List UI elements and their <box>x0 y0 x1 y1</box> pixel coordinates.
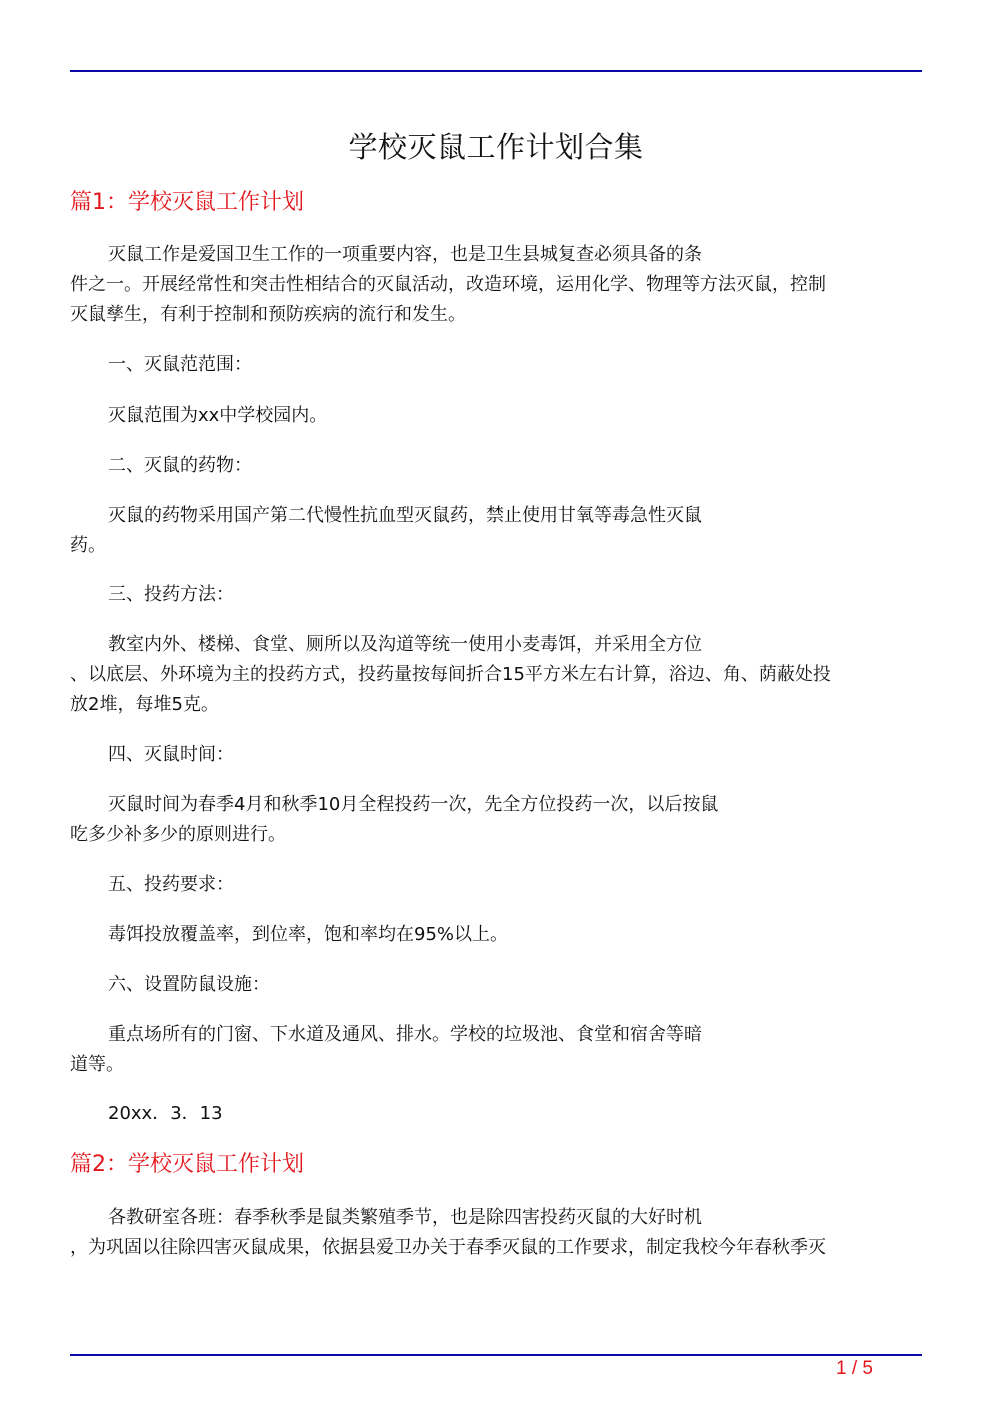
paragraph-facilities <box>70 1020 915 1080</box>
text-line: 药。 <box>70 535 106 556</box>
text-line: 重点场所有的门窗、下水道及通风、排水。学校的垃圾池、食堂和宿舍等暗 <box>108 1024 702 1045</box>
header-rule <box>70 70 922 72</box>
text-line: ，为巩固以往除四害灭鼠成果，依据县爱卫办关于春季灭鼠的工作要求，制定我校今年春秋季灭 <box>70 1237 826 1258</box>
subheading-time <box>70 740 915 770</box>
text-line: 二、灭鼠的药物： <box>108 455 252 476</box>
text-line: 一、灭鼠范范围： <box>108 354 252 375</box>
subheading-drugs <box>70 451 915 481</box>
paragraph-section2-intro <box>70 1203 915 1263</box>
text-line: 20xx．3．13 <box>108 1103 223 1124</box>
paragraph-method <box>70 630 915 720</box>
document-title: 学校灭鼠工作计划合集 <box>348 130 644 164</box>
text-line: 教室内外、楼梯、食堂、厕所以及沟道等统一使用小麦毒饵，并采用全方位 <box>108 634 702 655</box>
text-line: 六、设置防鼠设施： <box>108 974 270 995</box>
paragraph-date <box>70 1099 915 1129</box>
subheading-facilities <box>70 970 915 1000</box>
text-line: 各教研室各班：春季秋季是鼠类繁殖季节，也是除四害投药灭鼠的大好时机 <box>108 1207 702 1228</box>
text-line: 灭鼠工作是爱国卫生工作的一项重要内容，也是卫生县城复查必须具备的条 <box>108 244 702 265</box>
section-heading-2: 篇2：学校灭鼠工作计划 <box>70 1152 304 1177</box>
paragraph-drugs <box>70 501 915 561</box>
paragraph-intro <box>70 240 915 330</box>
text-line: 灭鼠时间为春季4月和秋季10月全程投药一次，先全方位投药一次，以后按鼠 <box>108 794 719 815</box>
text-line: 吃多少补多少的原则进行。 <box>70 824 286 845</box>
text-line: 毒饵投放覆盖率，到位率，饱和率均在95%以上。 <box>108 924 509 945</box>
paragraph-time <box>70 790 915 850</box>
section-heading-1: 篇1：学校灭鼠工作计划 <box>70 190 304 215</box>
subheading-scope <box>70 350 915 380</box>
footer-rule <box>70 1354 922 1356</box>
text-line: 灭鼠范围为xx中学校园内。 <box>108 405 328 426</box>
text-line: 三、投药方法： <box>108 584 234 605</box>
text-line: 四、灭鼠时间： <box>108 744 234 765</box>
text-line: 、以底层、外环境为主的投药方式，投药量按每间折合15平方米左右计算，浴边、角、荫蔽处投 <box>70 664 831 685</box>
text-line: 灭鼠的药物采用国产第二代慢性抗血型灭鼠药，禁止使用甘氧等毒急性灭鼠 <box>108 505 702 526</box>
subheading-requirements <box>70 870 915 900</box>
page-indicator: 1 / 5 <box>836 1358 873 1379</box>
paragraph-requirements <box>70 920 915 950</box>
text-line: 道等。 <box>70 1054 124 1075</box>
paragraph-scope <box>70 401 915 431</box>
text-line: 放2堆，每堆5克。 <box>70 694 219 715</box>
text-line: 件之一。开展经常性和突击性相结合的灭鼠活动，改造环境，运用化学、物理等方法灭鼠，控制 <box>70 274 826 295</box>
text-line: 五、投药要求： <box>108 874 234 895</box>
text-line: 灭鼠孳生，有利于控制和预防疾病的流行和发生。 <box>70 304 466 325</box>
subheading-method <box>70 580 915 610</box>
